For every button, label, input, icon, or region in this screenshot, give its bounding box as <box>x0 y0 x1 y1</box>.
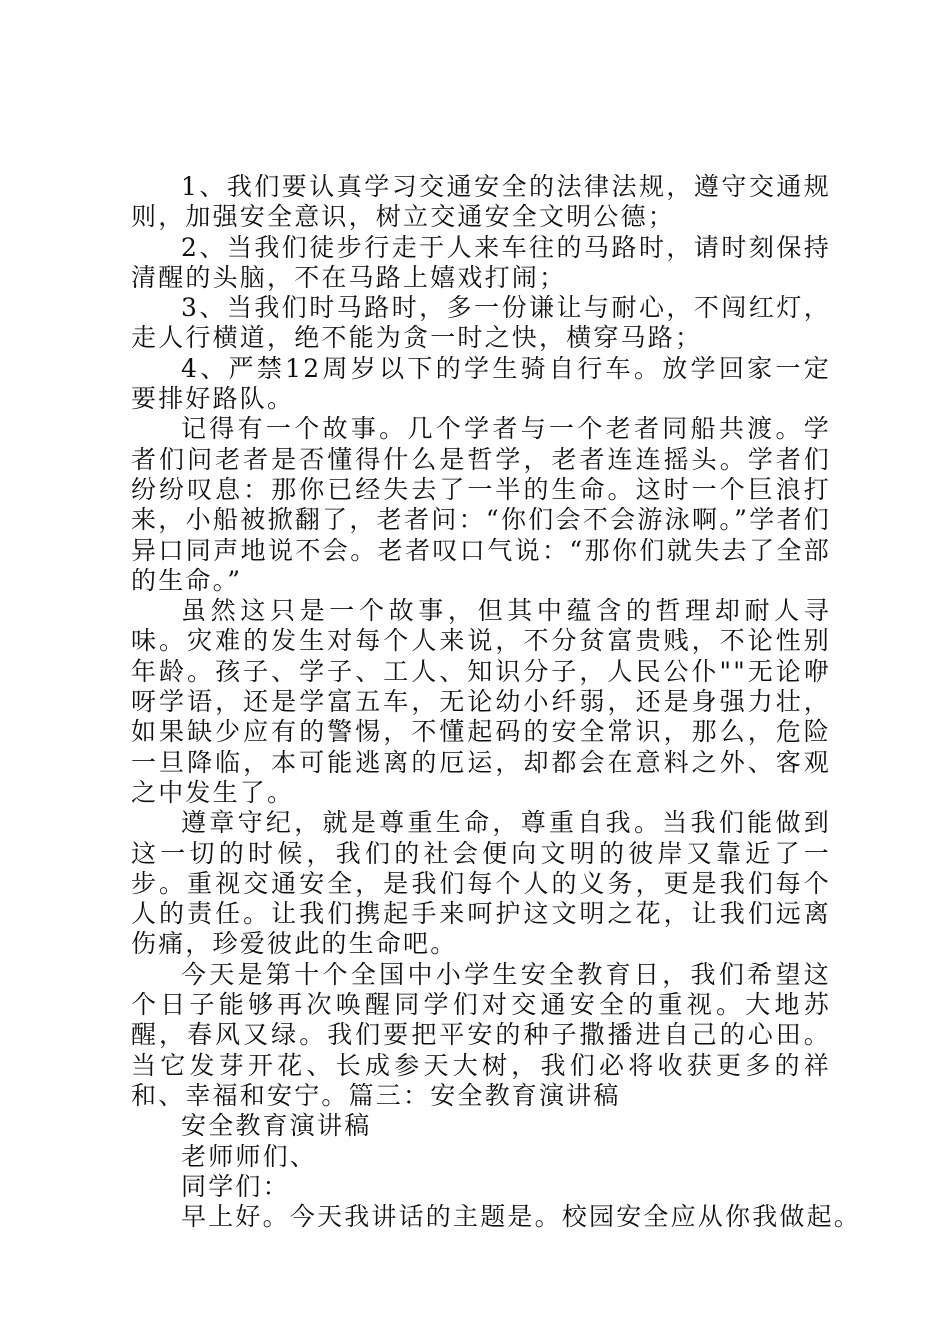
opening-line: 早上好。今天我讲话的主题是。校园安全应从你我做起。 <box>181 1202 862 1232</box>
paragraph-story-moral: 虽然这只是一个故事，但其中蕴含的哲理却耐人寻味。灾难的发生对每个人来说，不分贫富贵贱，不论性别年龄。孩子、学子、工人、知识分子，人民公仆""无论咿呀学语，还是学富五车，无论幼小纤弱，还是身强力壮，如果缺少应有的警惕，不懂起码的安全常识，那么，危险一旦降临，本可能逃离的厄运，却都会在意料之外、客观之中发生了。 <box>131 596 831 807</box>
paragraph-respect-life: 遵章守纪，就是尊重生命，尊重自我。当我们能做到这一切的时候，我们的社会便向文明的彼岸又靠近了一步。重视交通安全，是我们每个人的义务，更是我们每个人的责任。让我们携起手来呵护这文明之花，让我们远离伤痛，珍爱彼此的生命吧。 <box>131 808 831 959</box>
document-body <box>131 172 862 1232</box>
salutation-students: 同学们： <box>181 1171 290 1201</box>
paragraph-rule-2: 2、当我们徒步行走于人来车往的马路时，请时刻保持清醒的头脑，不在马路上嬉戏打闹； <box>131 232 831 292</box>
speech-title: 安全教育演讲稿 <box>181 1111 372 1141</box>
paragraph-safety-day: 今天是第十个全国中小学生安全教育日，我们希望这个日子能够再次唤醒同学们对交通安全的重视。大地苏醒，春风又绿。我们要把平安的种子撒播进自己的心田。当它发芽开花、长成参天大树，我们必将收获更多的祥和、幸福和安宁。篇三：安全教育演讲稿 <box>131 959 831 1110</box>
salutation-teachers: 老师师们、 <box>181 1141 318 1171</box>
paragraph-rule-3: 3、当我们时马路时，多一份谦让与耐心，不闯红灯，走人行横道，绝不能为贪一时之快，横穿马路； <box>131 293 831 353</box>
paragraph-rule-1: 1、我们要认真学习交通安全的法律法规，遵守交通规则，加强安全意识，树立交通安全文明公德； <box>131 172 831 232</box>
paragraph-rule-4: 4、严禁12周岁以下的学生骑自行车。放学回家一定要排好路队。 <box>131 353 831 414</box>
paragraph-story: 记得有一个故事。几个学者与一个老者同船共渡。学者们问老者是否懂得什么是哲学，老者连连摇头。学者们纷纷叹息：那你已经失去了一半的生命。这时一个巨浪打来，小船被掀翻了，老者问：“你们会不会游泳啊。”学者们异口同声地说不会。老者叹口气说：“那你们就失去了全部的生命。” <box>131 414 831 595</box>
